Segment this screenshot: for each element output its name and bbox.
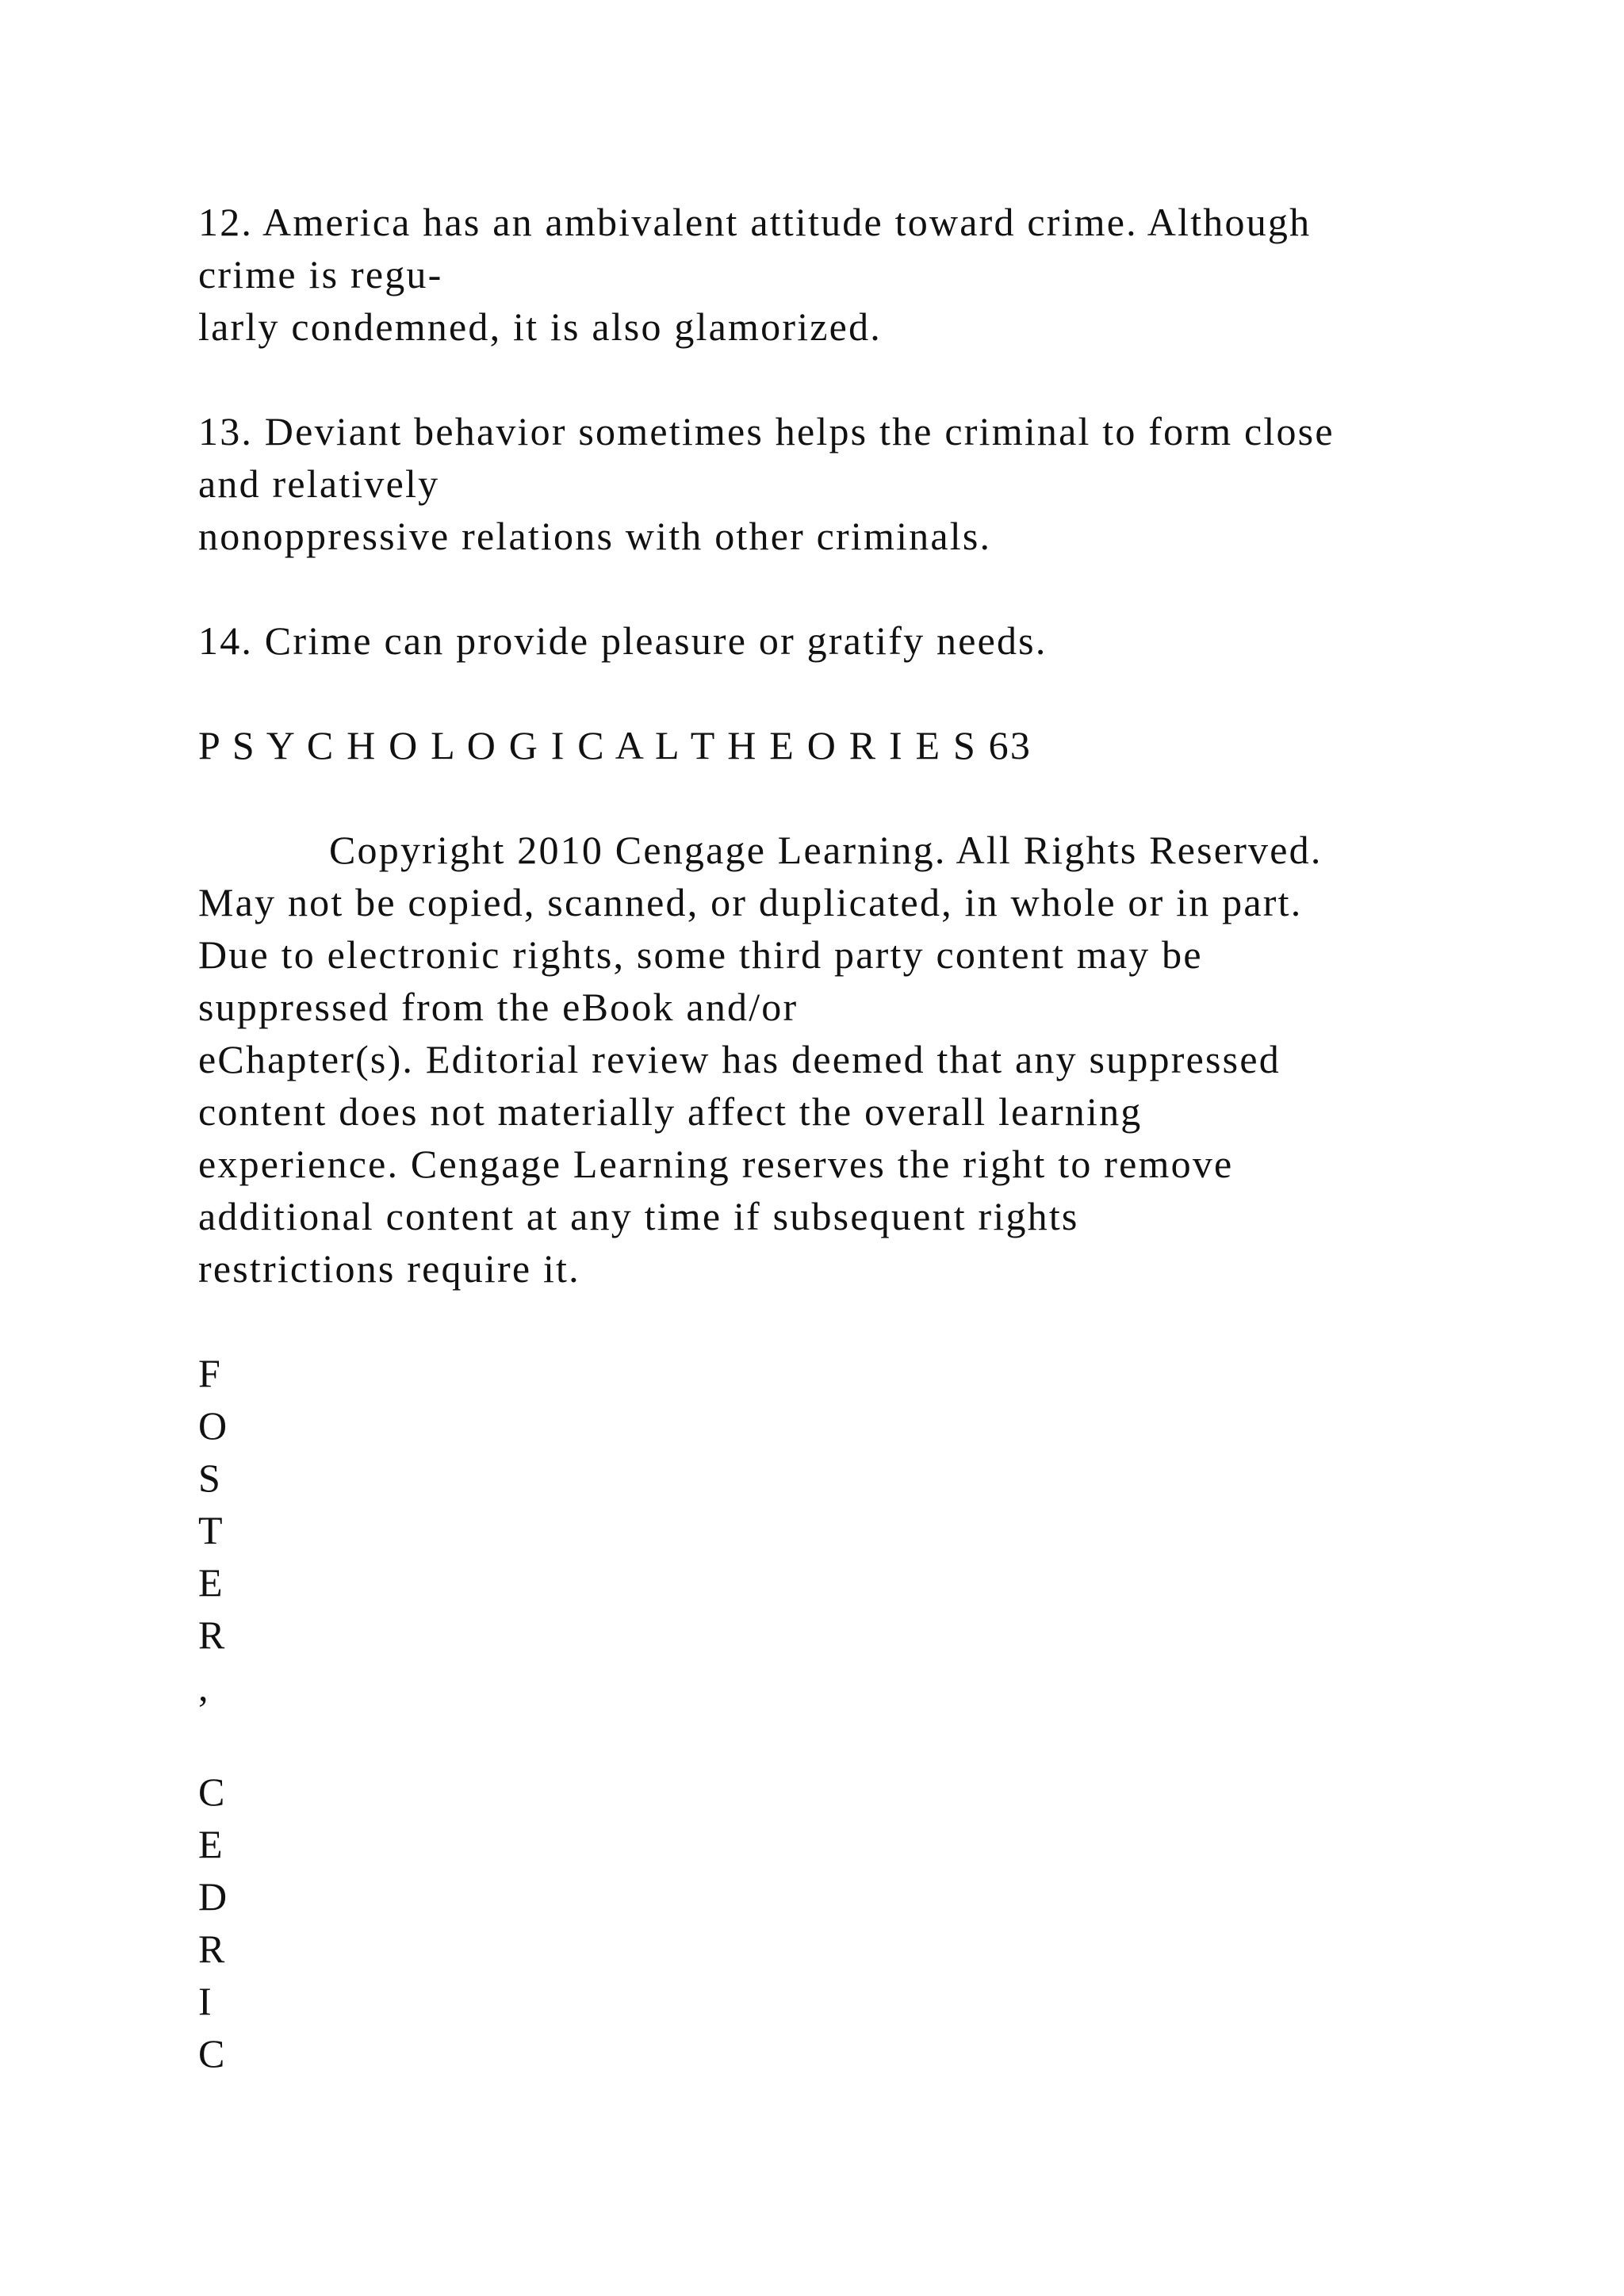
vertical-letter: D [198, 1874, 229, 1919]
copyright-line: eChapter(s). Editorial review has deemed that any suppressed [198, 1037, 1281, 1081]
text-line: and relatively [198, 461, 440, 506]
vertical-name-watermark [198, 1347, 1483, 2080]
vertical-letter: R [198, 1927, 227, 1971]
paragraph-item-12 [198, 196, 1483, 353]
vertical-letter: S [198, 1456, 223, 1500]
vertical-letter: C [198, 1770, 227, 1814]
paragraph-item-13 [198, 405, 1483, 562]
copyright-line: Due to electronic rights, some third party content may be [198, 932, 1203, 977]
copyright-line: May not be copied, scanned, or duplicated, in whole or in part. [198, 880, 1303, 924]
vertical-letter: E [198, 1560, 224, 1605]
paragraph-item-14 [198, 614, 1483, 667]
copyright-notice [198, 824, 1483, 1295]
vertical-letter [198, 1713, 1483, 1766]
copyright-line: additional content at any time if subsequent rights [198, 1194, 1079, 1238]
vertical-letter: F [198, 1351, 223, 1395]
text-line: nonoppressive relations with other criminals. [198, 514, 992, 558]
text-line: crime is regu- [198, 252, 443, 297]
vertical-letter: C [198, 2031, 227, 2076]
vertical-letter: T [198, 1508, 224, 1552]
text-line: 12. America has an ambivalent attitude toward crime. Although [198, 200, 1312, 244]
copyright-line: Copyright 2010 Cengage Learning. All Rights Reserved. [329, 828, 1323, 872]
text-line: 14. Crime can provide pleasure or gratify needs. [198, 618, 1048, 663]
vertical-letter: E [198, 1822, 224, 1866]
text-line: larly condemned, it is also glamorized. [198, 304, 882, 349]
copyright-line: content does not materially affect the overall learning [198, 1089, 1143, 1134]
vertical-letter: R [198, 1613, 227, 1657]
copyright-line: restrictions require it. [198, 1246, 580, 1291]
running-header-text: P S Y C H O L O G I C A L T H E O R I E S 63 [198, 723, 1032, 767]
text-line: 13. Deviant behavior sometimes helps the criminal to form close [198, 409, 1335, 453]
vertical-letter: O [198, 1403, 229, 1448]
copyright-line: suppressed from the eBook and/or [198, 985, 799, 1029]
vertical-letter: , [198, 1665, 210, 1709]
vertical-letter: I [198, 1979, 213, 2023]
running-header [198, 719, 1483, 771]
copyright-line: experience. Cengage Learning reserves the right to remove [198, 1142, 1234, 1186]
